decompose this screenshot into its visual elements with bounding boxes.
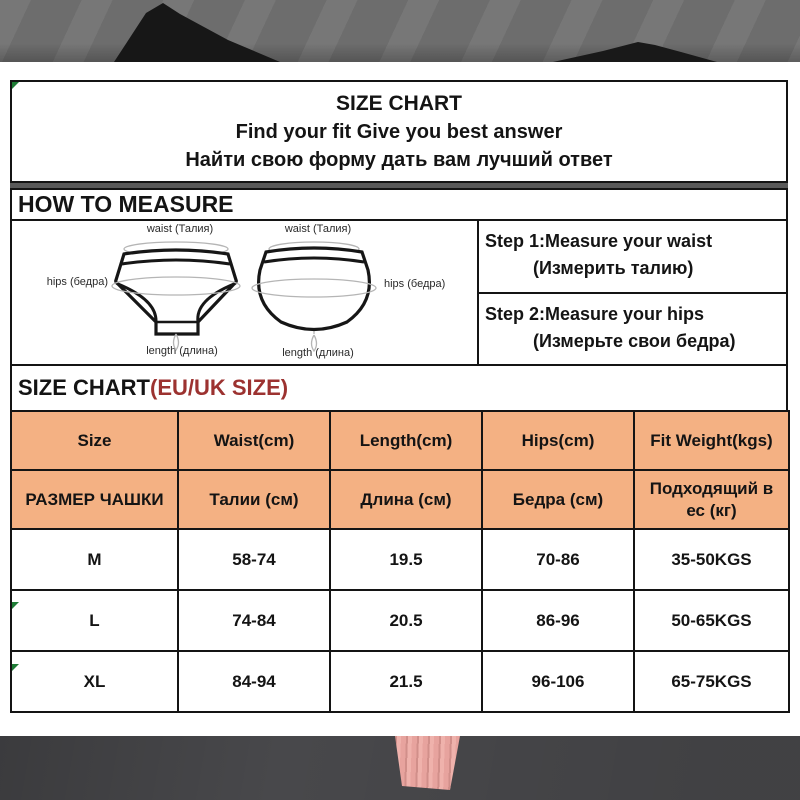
size-chart-sheet [10, 80, 788, 713]
size-chart-title-accent: (EU/UK SIZE) [150, 375, 289, 400]
column-header: Fit Weight(kgs) [634, 411, 789, 470]
table-cell: 35-50KGS [634, 529, 789, 590]
size-chart-title-box [10, 364, 788, 412]
table-header-row-en [11, 411, 789, 470]
table-cell: XL [11, 651, 178, 712]
column-header: Hips(cm) [482, 411, 634, 470]
green-corner-marker-icon [12, 602, 19, 609]
table-cell: L [11, 590, 178, 651]
black-fabric-left [100, 0, 290, 62]
table-row-l [11, 590, 789, 651]
table-cell: 50-65KGS [634, 590, 789, 651]
column-header-ru: Бедра (см) [482, 470, 634, 529]
measure-steps [477, 221, 786, 364]
step-2 [479, 292, 786, 365]
column-header-ru: РАЗМЕР ЧАШКИ [11, 470, 178, 529]
front-hips-label: hips (бедра) [46, 276, 108, 288]
measure-diagram-box [10, 219, 788, 366]
table-cell: 58-74 [178, 529, 330, 590]
front-waist-label: waist (Талия) [146, 223, 214, 235]
table-header-row-ru [11, 470, 789, 529]
table-cell: 65-75KGS [634, 651, 789, 712]
column-header-ru: Длина (см) [330, 470, 482, 529]
step-2-text-ru: (Измерьте свои бедра) [533, 330, 736, 351]
size-chart-title: SIZE CHART [18, 375, 150, 400]
subtitle-en: Find your fit Give you best answer [235, 120, 563, 143]
subtitle-ru: Найти свою форму дать вам лучший ответ [185, 148, 613, 171]
back-waist-label: waist (Талия) [284, 223, 352, 235]
table-cell: 21.5 [330, 651, 482, 712]
table-cell: 96-106 [482, 651, 634, 712]
front-length-label: length (длина) [146, 345, 218, 357]
table-cell: 70-86 [482, 529, 634, 590]
back-hips-label: hips (бедра) [384, 278, 446, 290]
product-photo-top [0, 0, 800, 62]
step-1-text-ru: (Измерить талию) [533, 258, 694, 278]
green-corner-marker-icon [12, 664, 19, 671]
column-header: Length(cm) [330, 411, 482, 470]
table-cell: 20.5 [330, 590, 482, 651]
table-row-xl [11, 651, 789, 712]
panty-back-diagram [248, 240, 388, 352]
table-cell: 84-94 [178, 651, 330, 712]
step-2-text-en: Step 2:Measure your hips [485, 303, 705, 324]
column-header-ru: Талии (см) [178, 470, 330, 529]
column-header-ru: Подходящий в ес (кг) [634, 470, 789, 529]
table-row-m [11, 529, 789, 590]
column-header: Size [11, 411, 178, 470]
back-length-label: length (длина) [282, 347, 354, 359]
how-to-measure-title: HOW TO MEASURE [18, 191, 234, 217]
black-fabric-right [545, 0, 725, 62]
table-cell: 19.5 [330, 529, 482, 590]
table-cell: M [11, 529, 178, 590]
how-to-measure-box [10, 188, 788, 221]
page-title: SIZE CHART [336, 91, 462, 115]
column-header: Waist(cm) [178, 411, 330, 470]
step-1-text-en: Step 1:Measure your waist [485, 231, 713, 251]
step-1 [479, 221, 786, 292]
product-photo-bottom [0, 736, 800, 800]
size-table [10, 410, 790, 713]
table-cell: 86-96 [482, 590, 634, 651]
table-cell: 74-84 [178, 590, 330, 651]
panty-front-diagram [110, 240, 250, 352]
green-corner-marker-icon [12, 82, 19, 89]
size-chart-panel [0, 62, 800, 736]
pink-fabric [390, 736, 462, 792]
header-box [10, 80, 788, 183]
